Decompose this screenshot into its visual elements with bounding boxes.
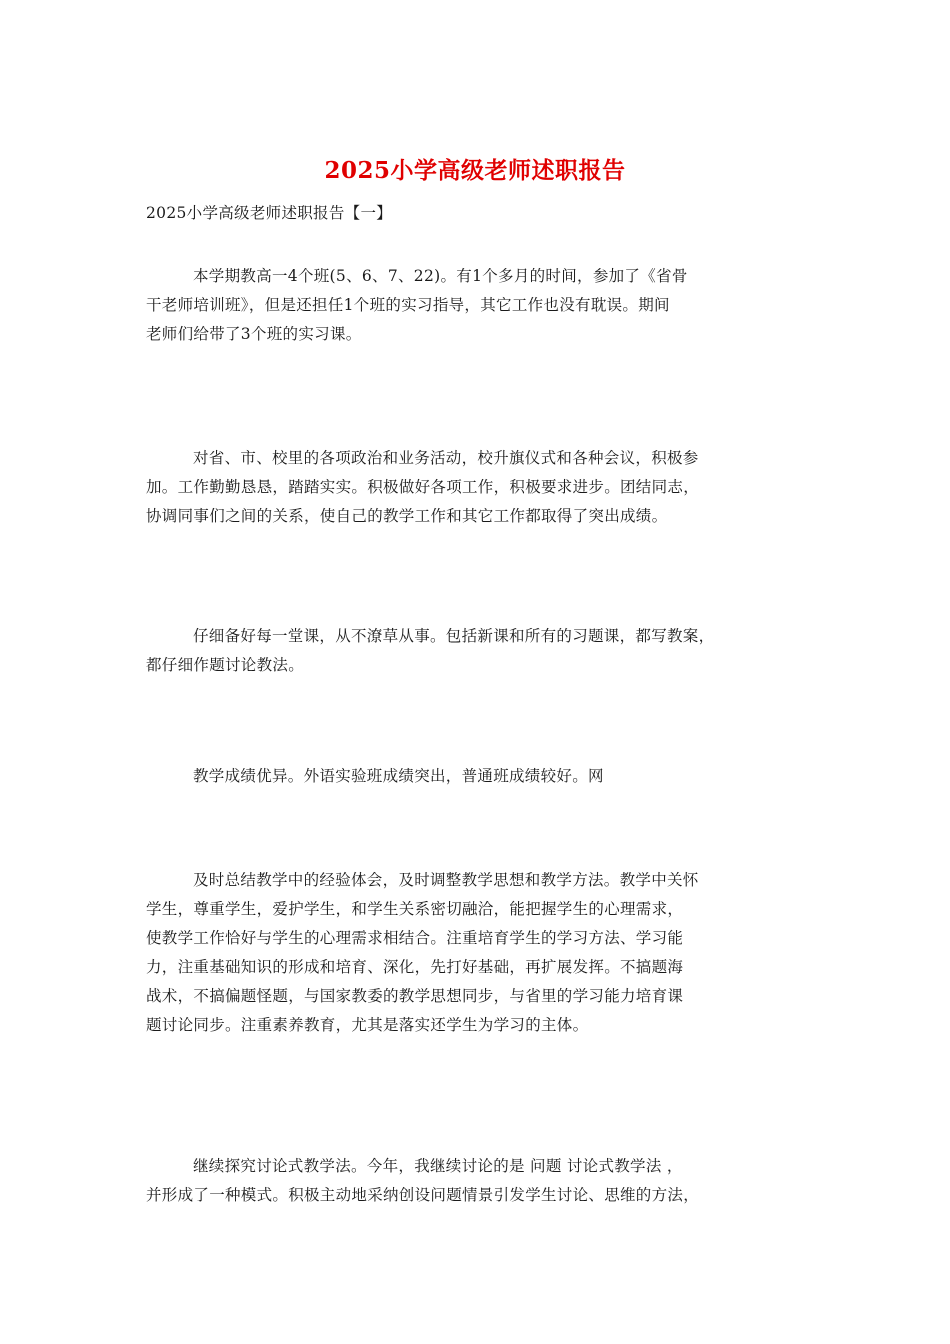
paragraph-line: 使教学工作恰好与学生的心理需求相结合。注重培育学生的学习方法、学习能 <box>146 929 684 947</box>
paragraph-line: 本学期教高一4个班(5、6、7、22)。有1个多月的时间，参加了《省骨 <box>193 267 688 285</box>
paragraph-line: 力，注重基础知识的形成和培育、深化，先打好基础，再扩展发挥。不搞题海 <box>146 958 684 976</box>
paragraph-line: 及时总结教学中的经验体会，及时调整教学思想和教学方法。教学中关怀 <box>193 871 699 889</box>
paragraph-line: 并形成了一种模式。积极主动地采纳创设问题情景引发学生讨论、思维的方法， <box>146 1186 700 1204</box>
paragraph-line: 干老师培训班》，但是还担任1个班的实习指导，其它工作也没有耽误。期间 <box>146 296 670 314</box>
paragraph-6 <box>146 1152 816 1210</box>
document-title: 2025小学高级老师述职报告 <box>324 157 626 184</box>
paragraph-line: 继续探究讨论式教学法。今年，我继续讨论的是 问题 讨论式教学法 ， <box>193 1157 683 1175</box>
paragraph-3 <box>146 622 816 680</box>
paragraph-line: 教学成绩优异。外语实验班成绩突出，普通班成绩较好。网 <box>193 767 604 785</box>
paragraph-line: 对省、市、校里的各项政治和业务活动，校升旗仪式和各种会议，积极参 <box>193 449 699 467</box>
paragraph-line: 加。工作勤勤恳恳，踏踏实实。积极做好各项工作，积极要求进步。团结同志， <box>146 478 700 496</box>
paragraph-line: 老师们给带了3个班的实习课。 <box>146 325 362 343</box>
paragraph-line: 题讨论同步。注重素养教育，尤其是落实还学生为学习的主体。 <box>146 1016 589 1034</box>
paragraph-line: 协调同事们之间的关系，使自己的教学工作和其它工作都取得了突出成绩。 <box>146 507 668 525</box>
paragraph-2 <box>146 444 816 531</box>
paragraph-line: 仔细备好每一堂课，从不潦草从事。包括新课和所有的习题课，都写教案， <box>193 627 715 645</box>
paragraph-4 <box>146 762 816 791</box>
paragraph-line: 都仔细作题讨论教法。 <box>146 656 305 674</box>
paragraph-line: 战术，不搞偏题怪题，与国家教委的教学思想同步，与省里的学习能力培育课 <box>146 987 684 1005</box>
paragraph-line: 学生，尊重学生，爱护学生，和学生关系密切融洽，能把握学生的心理需求， <box>146 900 684 918</box>
paragraph-1 <box>146 262 816 349</box>
paragraph-5 <box>146 866 816 1040</box>
section-heading: 2025小学高级老师述职报告【一】 <box>146 204 393 222</box>
